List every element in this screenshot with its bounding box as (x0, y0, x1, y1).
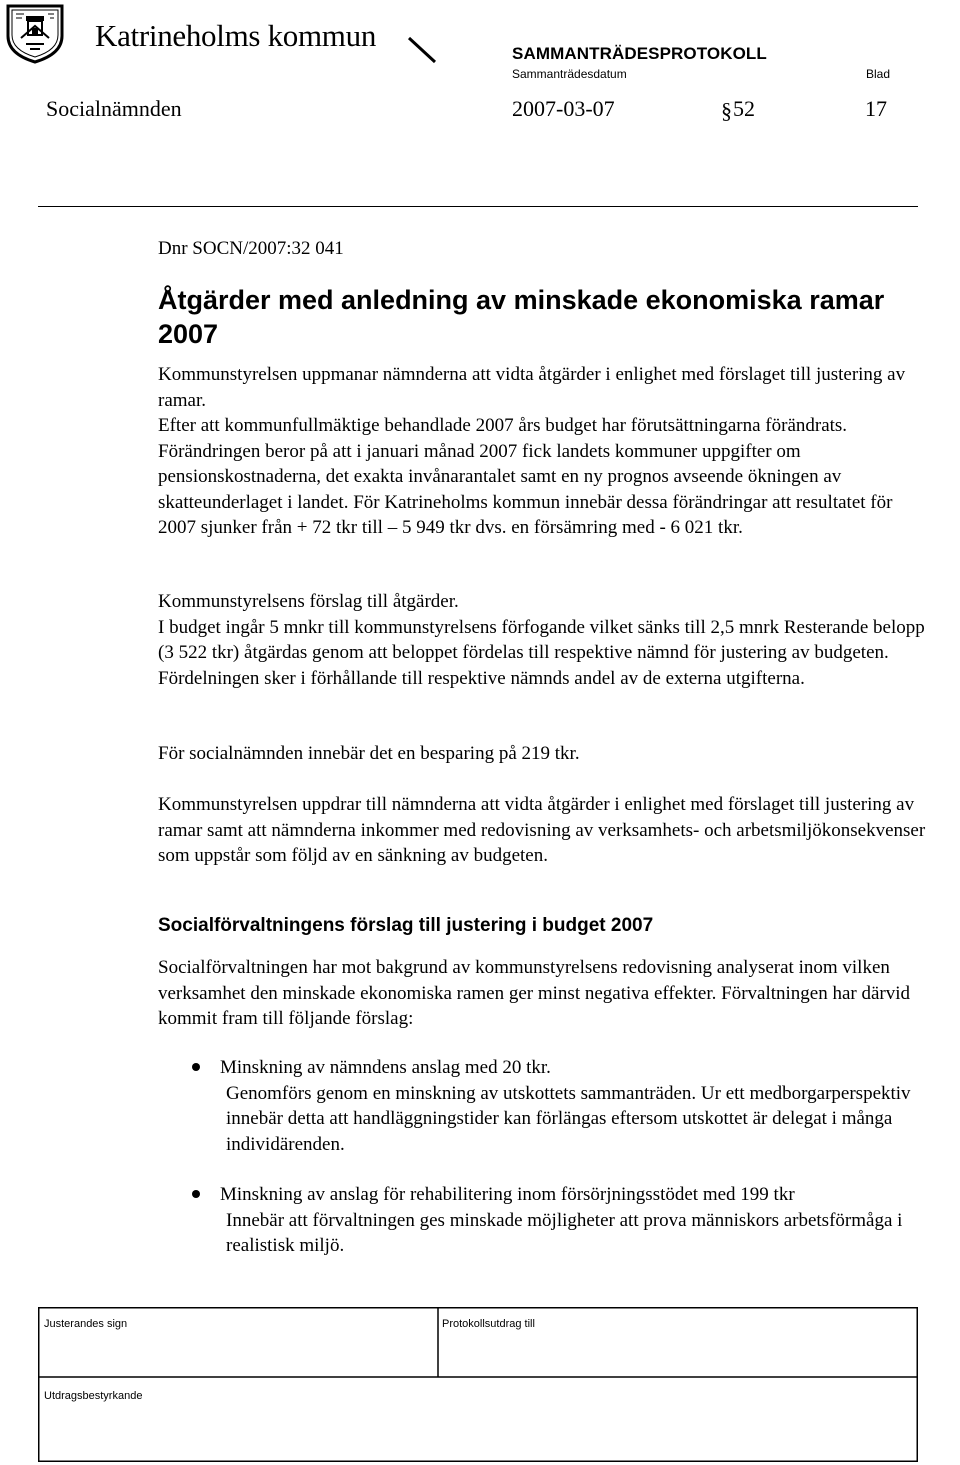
section-symbol: § (721, 98, 732, 123)
page-number: 17 (865, 96, 887, 121)
meeting-date: 2007-03-07 (512, 96, 615, 121)
section-number: 52 (733, 96, 755, 121)
section-heading: Socialförvaltningens förslag till justering i budget 2007 (158, 915, 654, 936)
diary-number: Dnr SOCN/2007:32 041 (158, 238, 344, 259)
bullet-icon (192, 1190, 200, 1198)
brand-wordmark (95, 18, 440, 66)
bullet-headline: Minskning av anslag för rehabilitering inom försörjningsstödet med 199 tkr (220, 1184, 795, 1205)
brand-swash-icon (407, 36, 437, 64)
paragraph-3: Kommunstyrelsens förslag till åtgärder. (158, 591, 459, 612)
municipality-crest-logo (4, 2, 82, 64)
paragraph-5: För socialnämnden innebär det en besparing på 219 tkr. (158, 743, 580, 764)
bullet-item-1 (220, 1055, 930, 1157)
paragraph-6: Kommunstyrelsen uppdrar till nämnderna att vidta åtgärder i enlighet med förslaget till justering av ramar samt att nämnderna inkommer med redovisning av verksamhets- och arbetsmiljökonsekvenser som uppstår som följd av en sänkning av budgeten. (158, 794, 926, 866)
paragraph-4: I budget ingår 5 mnkr till kommunstyrelsens förfogande vilket sänks till 2,5 mnrk Resterande belopp (3 522 tkr) åtgärdas genom att beloppet fördelas till respektive nämnd för justering av budgeten. Fördelningen sker i förhållande till respektive nämnds andel av de externa utgifterna. (158, 616, 925, 689)
paragraph-7: Socialförvaltningen har mot bakgrund av kommunstyrelsens redovisning analyserat inom vilken verksamhet den minskade ekonomiska ramen ger minst negativa effekter. Förvaltningen har därvid kommit fram till följande förslag: (158, 957, 911, 1029)
page-label: Blad (866, 67, 891, 81)
bullet-icon (192, 1063, 200, 1071)
bullet-item-2 (220, 1182, 930, 1259)
certify-label: Utdragsbestyrkande (44, 1390, 143, 1402)
bullet-detail: Innebär att förvaltningen ges minskade möjligheter att prova människors arbetsförmåga i realistisk miljö. (226, 1209, 903, 1256)
proposal-block (158, 589, 928, 691)
bullet-detail: Genomförs genom en minskning av utskottets sammanträden. Ur ett medborgarperspektiv innebär detta att handläggningstider kan förlängas eftersom utskottet är delegat i många individärenden. (226, 1082, 911, 1155)
header-divider (38, 206, 918, 207)
bullet-headline: Minskning av nämndens anslag med 20 tkr. (220, 1057, 551, 1078)
extract-label: Protokollsutdrag till (442, 1318, 535, 1330)
intro-block (158, 362, 928, 541)
date-label: Sammanträdesdatum (512, 67, 627, 81)
committee-name: Socialnämnden (46, 96, 182, 121)
paragraph-2: Efter att kommunfullmäktige behandlade 2007 års budget har förutsättningarna förändrats. Förändringen beror på att i januari månad 2007 fick landets kommuner uppgifter om pensionskostnaderna, det exakta invånarantalet samt en ny prognos avseende ökningen av skatteunderlaget i landet. För Katrineholms kommun innebär dessa förändringar att resultatet för 2007 sjunker från + 72 tkr till – 5 949 tkr dvs. en försämring med - 6 021 tkr. (158, 415, 893, 538)
brand-name: Katrineholms kommun (95, 18, 377, 53)
paragraph-1: Kommunstyrelsen uppmanar nämnderna att vidta åtgärder i enlighet med förslaget till justering av ramar. (158, 364, 906, 411)
sign-label: Justerandes sign (44, 1318, 128, 1330)
signature-boxes (38, 1307, 918, 1462)
page-title: Åtgärder med anledning av minskade ekonomiska ramar 2007 (158, 285, 885, 349)
document-type: SAMMANTRÄDESPROTOKOLL (512, 44, 767, 63)
